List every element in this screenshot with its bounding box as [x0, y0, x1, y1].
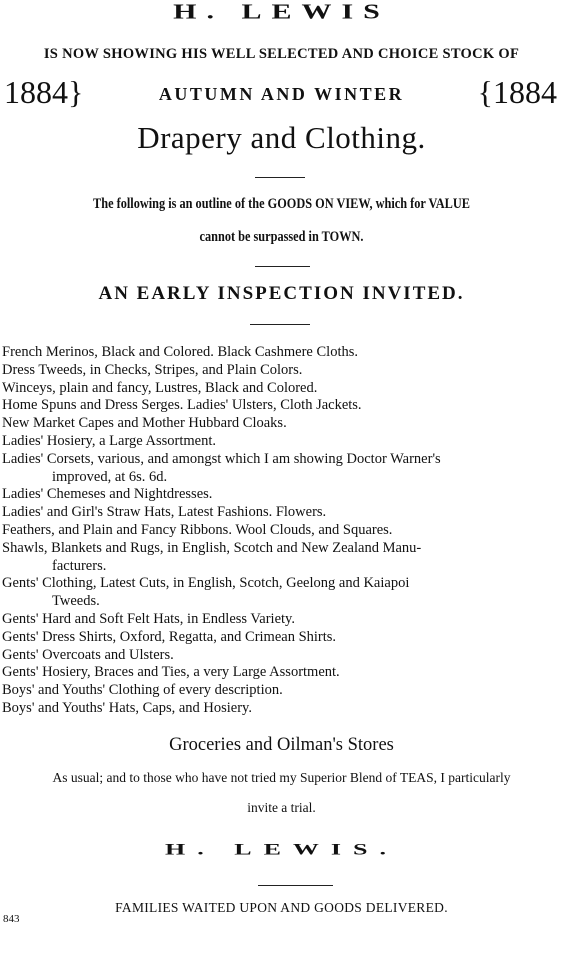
advertiser-name: H. LEWIS [173, 0, 390, 24]
list-item: Gents' Clothing, Latest Cuts, in English, Scotch, Geelong and Kaiapoi [2, 575, 410, 592]
stock-announcement: IS NOW SHOWING HIS WELL SELECTED AND CHOICE STOCK OF [43, 46, 520, 62]
season-heading: AUTUMN AND WINTER [158, 84, 405, 104]
list-item: Ladies' Chemeses and Nightdresses. [2, 486, 213, 503]
year-right: {1884 [477, 74, 557, 110]
list-item: improved, at 6s. 6d. [52, 468, 168, 485]
divider-rule [258, 885, 333, 886]
divider-rule [255, 177, 305, 178]
list-item: Boys' and Youths' Hats, Caps, and Hosiery. [2, 699, 252, 716]
delivery-notice: FAMILIES WAITED UPON AND GOODS DELIVERED. [115, 900, 448, 915]
groceries-text: As usual; and to those who have not tried my Superior Blend of TEAS, I particularly [52, 770, 511, 785]
list-item: Gents' Overcoats and Ulsters. [2, 646, 174, 663]
outline-line-1: The following is an outline of the GOODS ON VIEW, which for VALUE [93, 196, 470, 212]
list-item: Shawls, Blankets and Rugs, in English, Scotch and New Zealand Manu- [2, 539, 422, 556]
inspection-heading: AN EARLY INSPECTION INVITED. [98, 283, 465, 304]
list-item: Tweeds. [52, 593, 100, 610]
divider-rule [255, 266, 310, 267]
drapery-heading: Drapery and Clothing. [137, 120, 426, 155]
year-left: 1884} [4, 74, 84, 110]
list-item: Home Spuns and Dress Serges. Ladies' Ulsters, Cloth Jackets. [2, 397, 362, 414]
divider-rule [250, 324, 310, 325]
list-item: Ladies' Hosiery, a Large Assortment. [2, 432, 217, 449]
list-item: Feathers, and Plain and Fancy Ribbons. Wool Clouds, and Squares. [2, 521, 393, 538]
goods-list [2, 344, 558, 718]
list-item: Gents' Dress Shirts, Oxford, Regatta, and Crimean Shirts. [2, 628, 337, 645]
list-item: Ladies' and Girl's Straw Hats, Latest Fashions. Flowers. [2, 504, 327, 521]
page-number: 843 [3, 913, 20, 925]
signature: H. LEWIS. [165, 840, 398, 858]
groceries-invite: invite a trial. [247, 800, 316, 815]
list-item: Gents' Hard and Soft Felt Hats, in Endless Variety. [2, 610, 295, 627]
list-item: Ladies' Corsets, various, and amongst which I am showing Doctor Warner's [2, 450, 441, 467]
list-item: Gents' Hosiery, Braces and Ties, a very Large Assortment. [2, 664, 340, 681]
outline-line-2: cannot be surpassed in TOWN. [199, 229, 364, 245]
list-item: facturers. [52, 557, 107, 574]
list-item: Dress Tweeds, in Checks, Stripes, and Plain Colors. [2, 361, 303, 378]
list-item: Boys' and Youths' Clothing of every description. [2, 682, 283, 699]
list-item: Winceys, plain and fancy, Lustres, Black and Colored. [2, 379, 318, 396]
list-item: New Market Capes and Mother Hubbard Cloaks. [2, 415, 287, 432]
list-item: French Merinos, Black and Colored. Black Cashmere Cloths. [2, 344, 358, 360]
groceries-heading: Groceries and Oilman's Stores [169, 735, 394, 755]
